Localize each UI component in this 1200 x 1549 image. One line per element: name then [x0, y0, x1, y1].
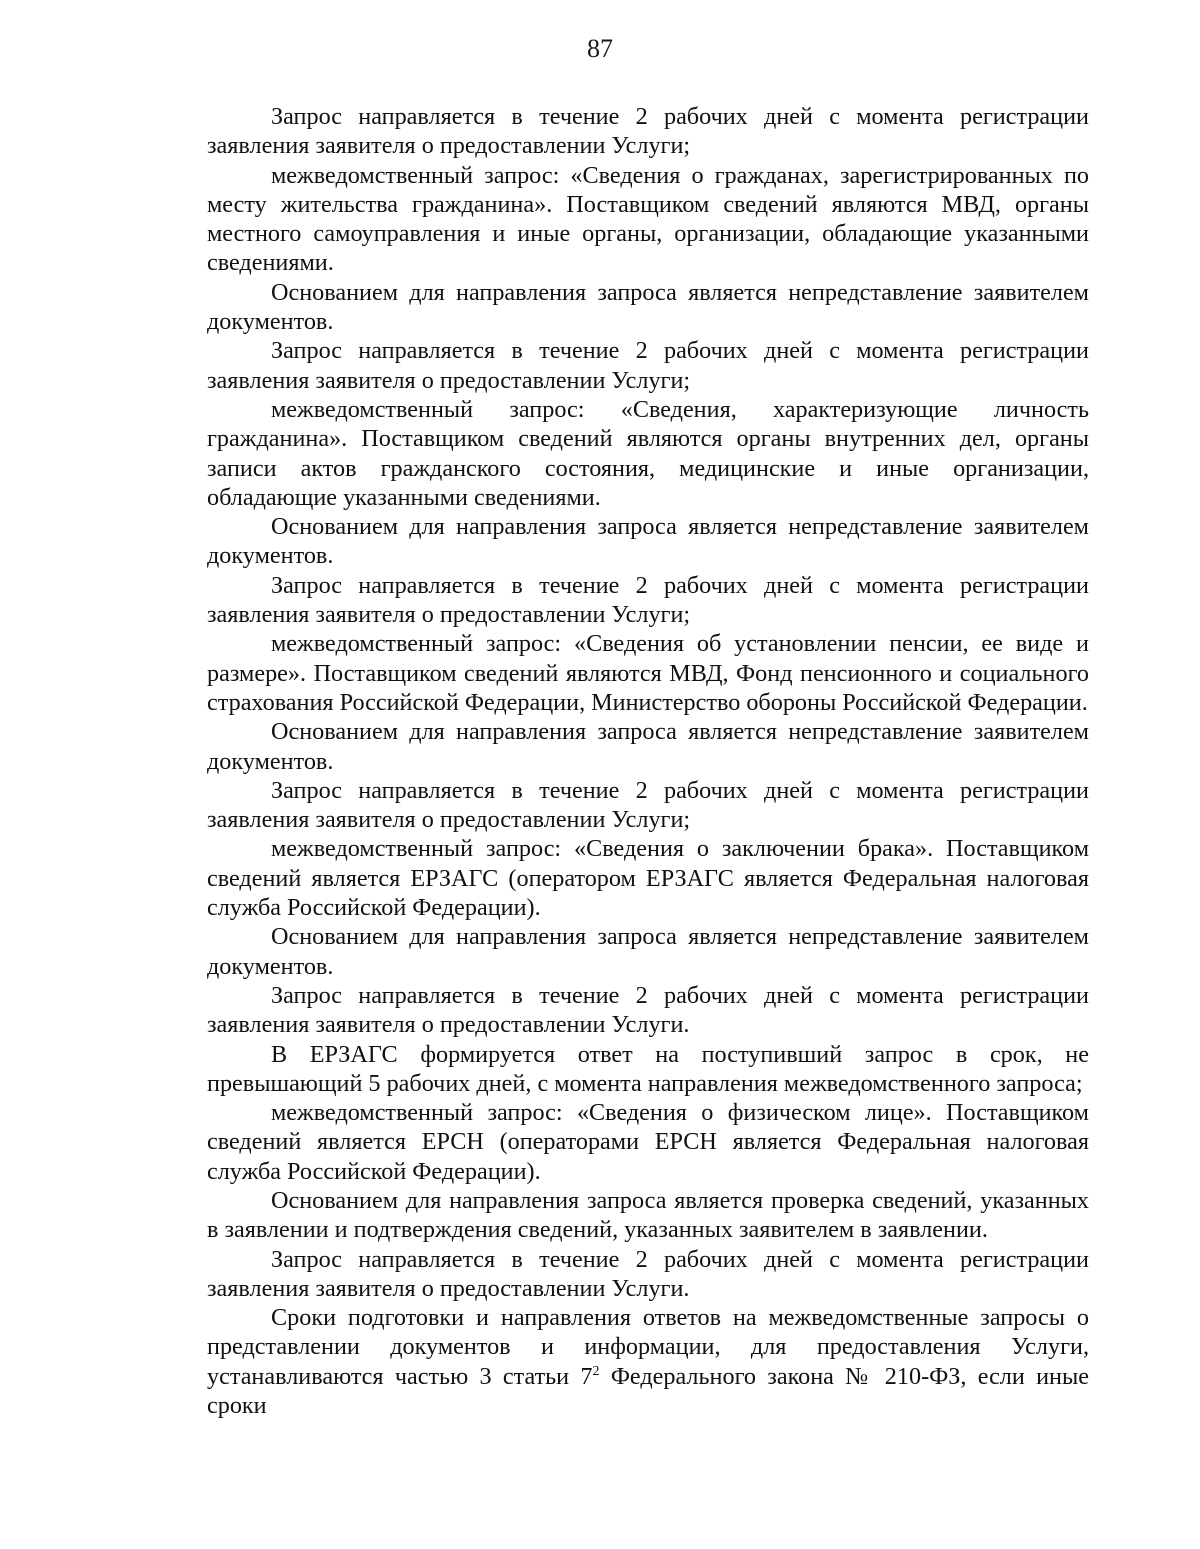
paragraph: Основанием для направления запроса является проверка сведений, указанных в заявлении и подтверждения сведений, указанных заявителем в заявлении.	[207, 1186, 1089, 1244]
paragraph: Запрос направляется в течение 2 рабочих дней с момента регистрации заявления заявителя о предоставлении Услуги.	[207, 981, 1089, 1039]
paragraph: межведомственный запрос: «Сведения, характеризующие личность гражданина». Поставщиком сведений являются органы внутренних дел, органы записи актов гражданского состояния, медицинские и иные организации, обладающие указанными сведениями.	[207, 395, 1089, 511]
body-text	[207, 102, 1089, 1420]
paragraph: Основанием для направления запроса является непредставление заявителем документов.	[207, 513, 1089, 570]
paragraph: межведомственный запрос: «Сведения о заключении брака». Поставщиком сведений является ЕРЗАГС (оператором ЕРЗАГС является Федеральная налоговая служба Российской Федерации).	[207, 835, 1089, 922]
article-superscript: 2	[592, 1363, 600, 1379]
paragraph: межведомственный запрос: «Сведения о физическом лице». Поставщиком сведений является ЕРСН (операторами ЕРСН является Федеральная налоговая служба Российской Федерации).	[207, 1099, 1089, 1185]
paragraph: Основанием для направления запроса является непредставление заявителем документов.	[207, 278, 1089, 336]
last-paragraph-text: Сроки подготовки и направления ответов на межведомственные запросы о представлении документов и информации, для предоставления Услуги, устанавливаются частью 3 статьи 7	[207, 1304, 1089, 1390]
paragraph: межведомственный запрос: «Сведения об установлении пенсии, ее виде и размере». Поставщиком сведений являются МВД, Фонд пенсионного и социального страхования Российской Федерации, Министерство обороны Российской Федерации.	[207, 630, 1089, 716]
paragraph: Основанием для направления запроса является непредставление заявителем документов.	[207, 923, 1089, 980]
page-number: 87	[587, 34, 613, 63]
last-paragraph-text-continued: Федерального закона № 210-ФЗ, если иные сроки	[207, 1362, 1089, 1420]
paragraph: Запрос направляется в течение 2 рабочих дней с момента регистрации заявления заявителя о предоставлении Услуги;	[207, 103, 1089, 160]
paragraph: Запрос направляется в течение 2 рабочих дней с момента регистрации заявления заявителя о предоставлении Услуги;	[207, 776, 1089, 834]
paragraph: межведомственный запрос: «Сведения о гражданах, зарегистрированных по месту жительства гражданина». Поставщиком сведений являются МВД, органы местного самоуправления и иные органы, организации, обладающие указанными сведениями.	[207, 161, 1089, 277]
last-paragraph	[207, 1303, 1089, 1420]
paragraph: Запрос направляется в течение 2 рабочих дней с момента регистрации заявления заявителя о предоставлении Услуги.	[207, 1245, 1089, 1302]
paragraph: В ЕРЗАГС формируется ответ на поступивший запрос в срок, не превышающий 5 рабочих дней, с момента направления межведомственного запроса;	[207, 1040, 1089, 1097]
paragraph: Запрос направляется в течение 2 рабочих дней с момента регистрации заявления заявителя о предоставлении Услуги;	[207, 337, 1089, 394]
paragraph: Основанием для направления запроса является непредставление заявителем документов.	[207, 718, 1089, 775]
paragraph: Запрос направляется в течение 2 рабочих дней с момента регистрации заявления заявителя о предоставлении Услуги;	[207, 571, 1089, 629]
